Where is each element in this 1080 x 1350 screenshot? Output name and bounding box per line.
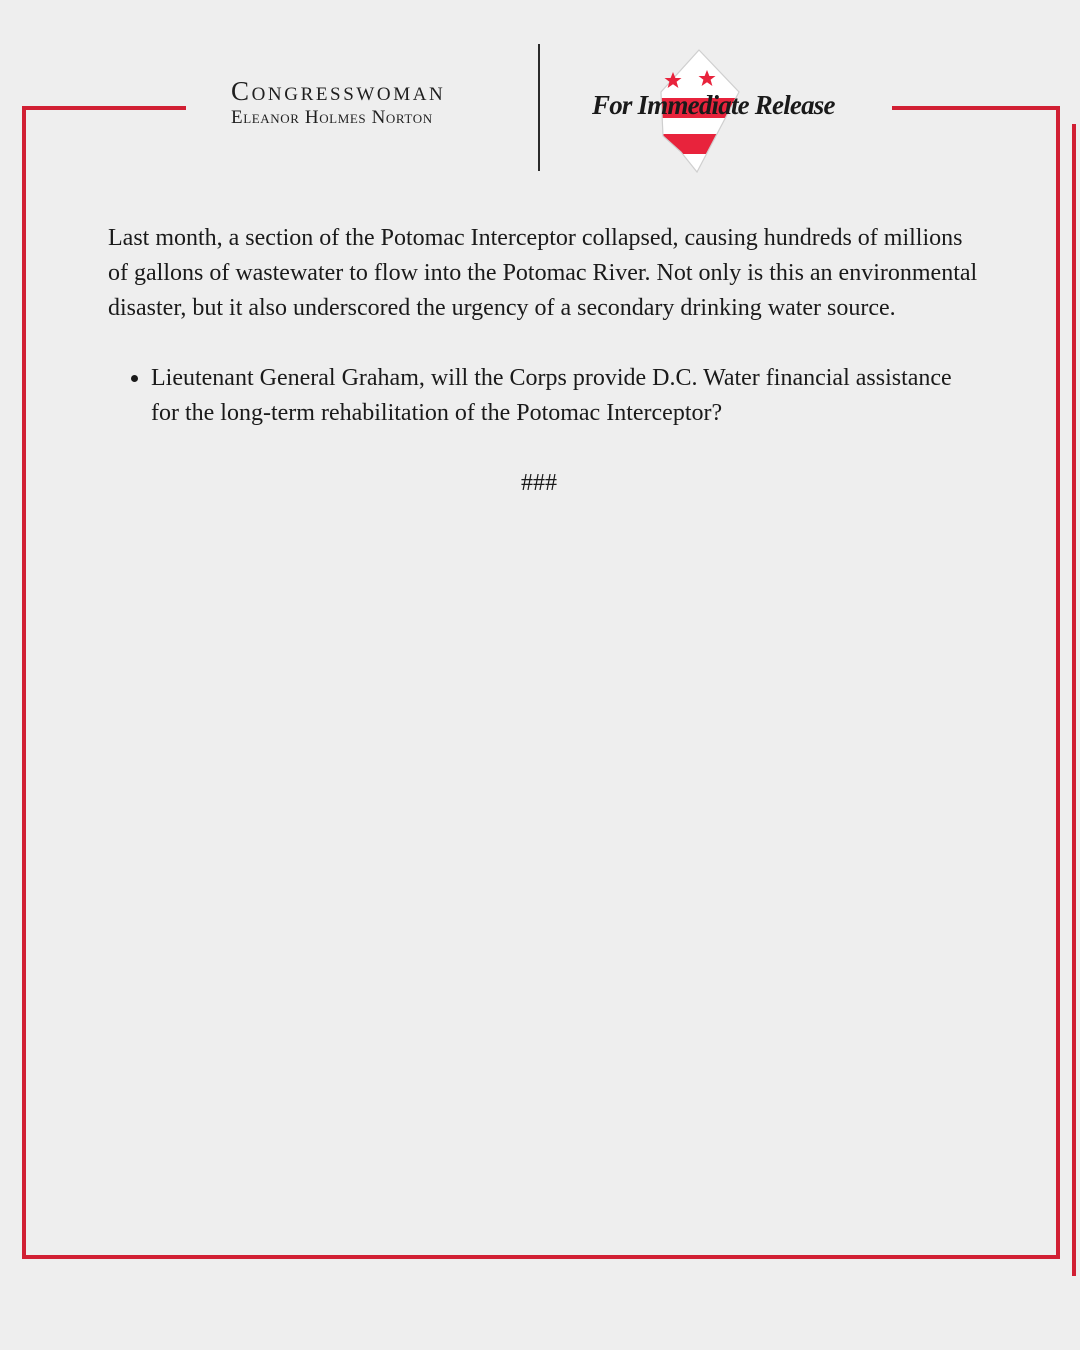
- question-list: [108, 361, 978, 431]
- frame-left-line: [22, 106, 26, 1259]
- end-mark: ###: [521, 470, 557, 496]
- frame-top-left-line: [22, 106, 186, 110]
- header-title: Congresswoman: [231, 76, 446, 106]
- header-divider: [538, 44, 540, 171]
- for-immediate-release-label: For Immediate Release: [592, 90, 835, 120]
- frame-top-right-line: [892, 106, 1060, 110]
- intro-paragraph: Last month, a section of the Potomac Interceptor collapsed, causing hundreds of millions of gallons of wastewater to flow into the Potomac River. Not only is this an environmental disaster, but it also underscored the urgency of a secondary drinking water source.: [108, 225, 978, 321]
- press-release-body: [108, 221, 978, 501]
- header-subtitle: Eleanor Holmes Norton: [231, 107, 433, 128]
- frame-bottom-line: [22, 1255, 1060, 1259]
- congresswoman-name-block: [231, 76, 445, 130]
- question-item: • Lieutenant General Graham, will the Corps provide D.C. Water financial assistance for the long-term rehabilitation of the Potomac Interceptor?: [151, 361, 978, 431]
- frame-right-line: [1056, 106, 1060, 1259]
- release-logo: [585, 48, 855, 176]
- frame-right-outer-line: [1072, 124, 1076, 1276]
